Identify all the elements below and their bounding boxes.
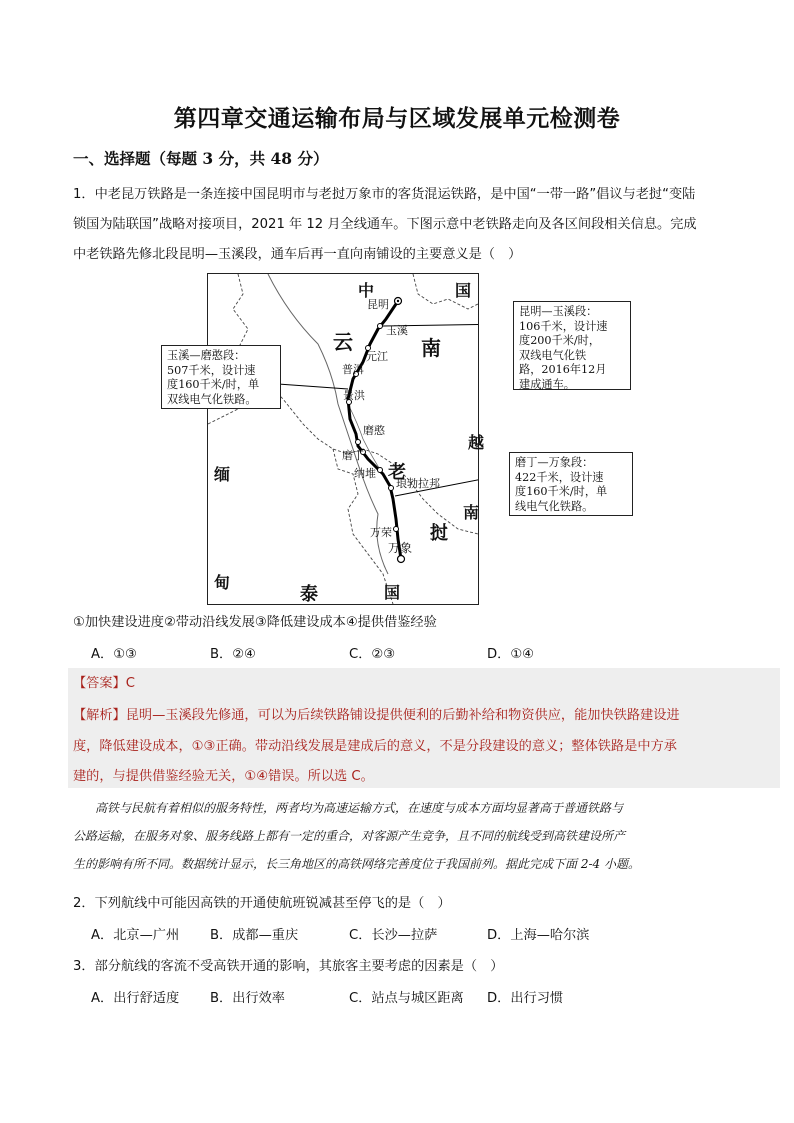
q3-stem: 3．部分航线的客流不受高铁开通的影响，其旅客主要考虑的因素是（ ） — [73, 959, 504, 974]
callout-line: 507千米，设计速 — [167, 363, 256, 377]
city-label: 景洪 — [343, 389, 365, 402]
country-label: 缅 — [214, 465, 231, 484]
callout-line: 106千米，设计速 — [519, 319, 608, 333]
city-label: 万象 — [388, 541, 413, 555]
city-label: 普洱 — [342, 363, 364, 376]
q1-stem-line-3: 中老铁路先修北段昆明—玉溪段，通车后再一直向南铺设的主要意义是（ ） — [73, 247, 522, 262]
q1-option-b[interactable]: B．②④ — [210, 647, 256, 662]
callout-moding-vientiane — [509, 452, 633, 516]
railway-map — [207, 273, 485, 605]
city-label: 万荣 — [370, 526, 392, 539]
callout-line: 双线电气化铁路。 — [167, 392, 257, 406]
q3-option-b[interactable]: B．出行效率 — [210, 991, 285, 1006]
country-label: 挝 — [430, 523, 448, 544]
q1-option-c[interactable]: C．②③ — [349, 647, 396, 662]
q3-option-d[interactable]: D．出行习惯 — [487, 991, 564, 1006]
city-label: 元江 — [366, 350, 388, 363]
city-label: 纳堆 — [354, 467, 376, 480]
country-label: 甸 — [214, 573, 231, 592]
callout-line: 线电气化铁路。 — [515, 499, 594, 513]
q2-option-d[interactable]: D．上海—哈尔滨 — [487, 928, 590, 943]
callout-line: 路，2016年12月 — [519, 363, 607, 376]
q1-statements: ①加快建设进度②带动沿线发展③降低建设成本④提供借鉴经验 — [73, 615, 437, 630]
q2-stem: 2．下列航线中可能因高铁的开通使航班锐减甚至停飞的是（ ） — [73, 896, 451, 911]
city-dot — [378, 324, 383, 329]
callout-line: 玉溪—磨憨段： — [167, 349, 246, 362]
q2-option-b[interactable]: B．成都—重庆 — [210, 928, 299, 943]
q1-option-a[interactable]: A．①③ — [91, 647, 137, 662]
q1-stem-line-1: 1．中老昆万铁路是一条连接中国昆明市与老挝万象市的客货混运铁路，是中国“一带一路”倡议与老挝“变陆 — [73, 187, 696, 202]
answer-label: 【答案】 — [73, 676, 126, 691]
callout-line: 建成通车。 — [519, 377, 575, 391]
q3-option-a[interactable]: A．出行舒适度 — [91, 991, 180, 1006]
callout-line: 422千米，设计速 — [515, 470, 604, 484]
analysis-text: 昆明—玉溪段先修通，可以为后续铁路铺设提供便利的后勤补给和物资供应，能加快铁路建设进 — [125, 708, 680, 723]
callout-arrow — [278, 384, 348, 389]
city-dot — [398, 556, 405, 563]
analysis-line-1 — [73, 702, 728, 730]
country-label: 国 — [455, 281, 472, 300]
passage-line-1: 高铁与民航有着相似的服务特性，两者均为高速运输方式，在速度与成本方面均显著高于普通铁路与 — [95, 801, 624, 815]
analysis-line-2: 度，降低建设成本，①③正确。带动沿线发展是建成后的意义，不是分段建设的意义；整体铁路是中方承 — [73, 739, 677, 754]
city-label: 琅勃拉邦 — [396, 477, 440, 490]
city-label: 磨憨 — [363, 424, 385, 437]
city-dot — [394, 527, 399, 532]
passage-line-3: 生的影响有所不同。数据统计显示，长三角地区的高铁网络完善度位于我国前列。据此完成下面 2-4 小题。 — [73, 857, 640, 871]
city-label: 磨丁 — [342, 449, 364, 462]
callout-line: 磨丁—万象段： — [515, 456, 594, 469]
answer-line — [73, 670, 728, 698]
country-label: 泰 — [300, 584, 318, 605]
q2-option-a[interactable]: A．北京—广州 — [91, 928, 180, 943]
callout-line: 度200千米/时， — [519, 334, 601, 347]
city-dot — [397, 300, 399, 302]
province-label: 云 — [333, 330, 353, 354]
city-dot — [389, 486, 394, 491]
city-label: 玉溪 — [386, 324, 408, 337]
callout-yuxi-mohan — [161, 345, 281, 409]
province-label: 南 — [421, 336, 441, 360]
analysis-line-3: 建的，与提供借鉴经验无关，①④错误。所以选 C。 — [73, 769, 374, 784]
q3-option-c[interactable]: C．站点与城区距离 — [349, 991, 464, 1006]
country-label: 南 — [463, 503, 480, 522]
country-label: 中 — [358, 281, 375, 300]
map-lines — [208, 274, 478, 604]
callout-line: 度160千米/时，单 — [167, 378, 260, 391]
callout-line: 度160千米/时，单 — [515, 485, 608, 498]
callout-line: 昆明—玉溪段： — [519, 305, 598, 318]
river — [348, 404, 383, 474]
section-heading: 一、选择题（每题 3 分，共 48 分） — [73, 149, 329, 168]
callout-line: 双线电气化铁 — [519, 348, 587, 362]
callout-kunming-yuxi — [513, 301, 631, 390]
city-dot — [378, 468, 383, 473]
q1-stem-line-2: 锁国为陆联国”战略对接项目，2021 年 12 月全线通车。下图示意中老铁路走向及各区间段相关信息。完成 — [73, 217, 697, 232]
answer-value: C — [125, 676, 135, 691]
country-label: 国 — [384, 583, 401, 602]
analysis-label: 【解析】 — [73, 708, 126, 723]
country-label: 老 — [388, 462, 406, 483]
passage-line-2: 公路运输，在服务对象、服务线路上都有一定的重合，对客源产生竞争，且不同的航线受到高铁建设所产 — [73, 829, 626, 843]
city-dot — [356, 440, 361, 445]
city-label: 昆明 — [367, 298, 389, 311]
country-label: 越 — [468, 433, 485, 452]
q2-option-c[interactable]: C．长沙—拉萨 — [349, 928, 438, 943]
q1-option-d[interactable]: D．①④ — [487, 647, 534, 662]
page-title: 第四章交通运输布局与区域发展单元检测卷 — [173, 105, 621, 132]
